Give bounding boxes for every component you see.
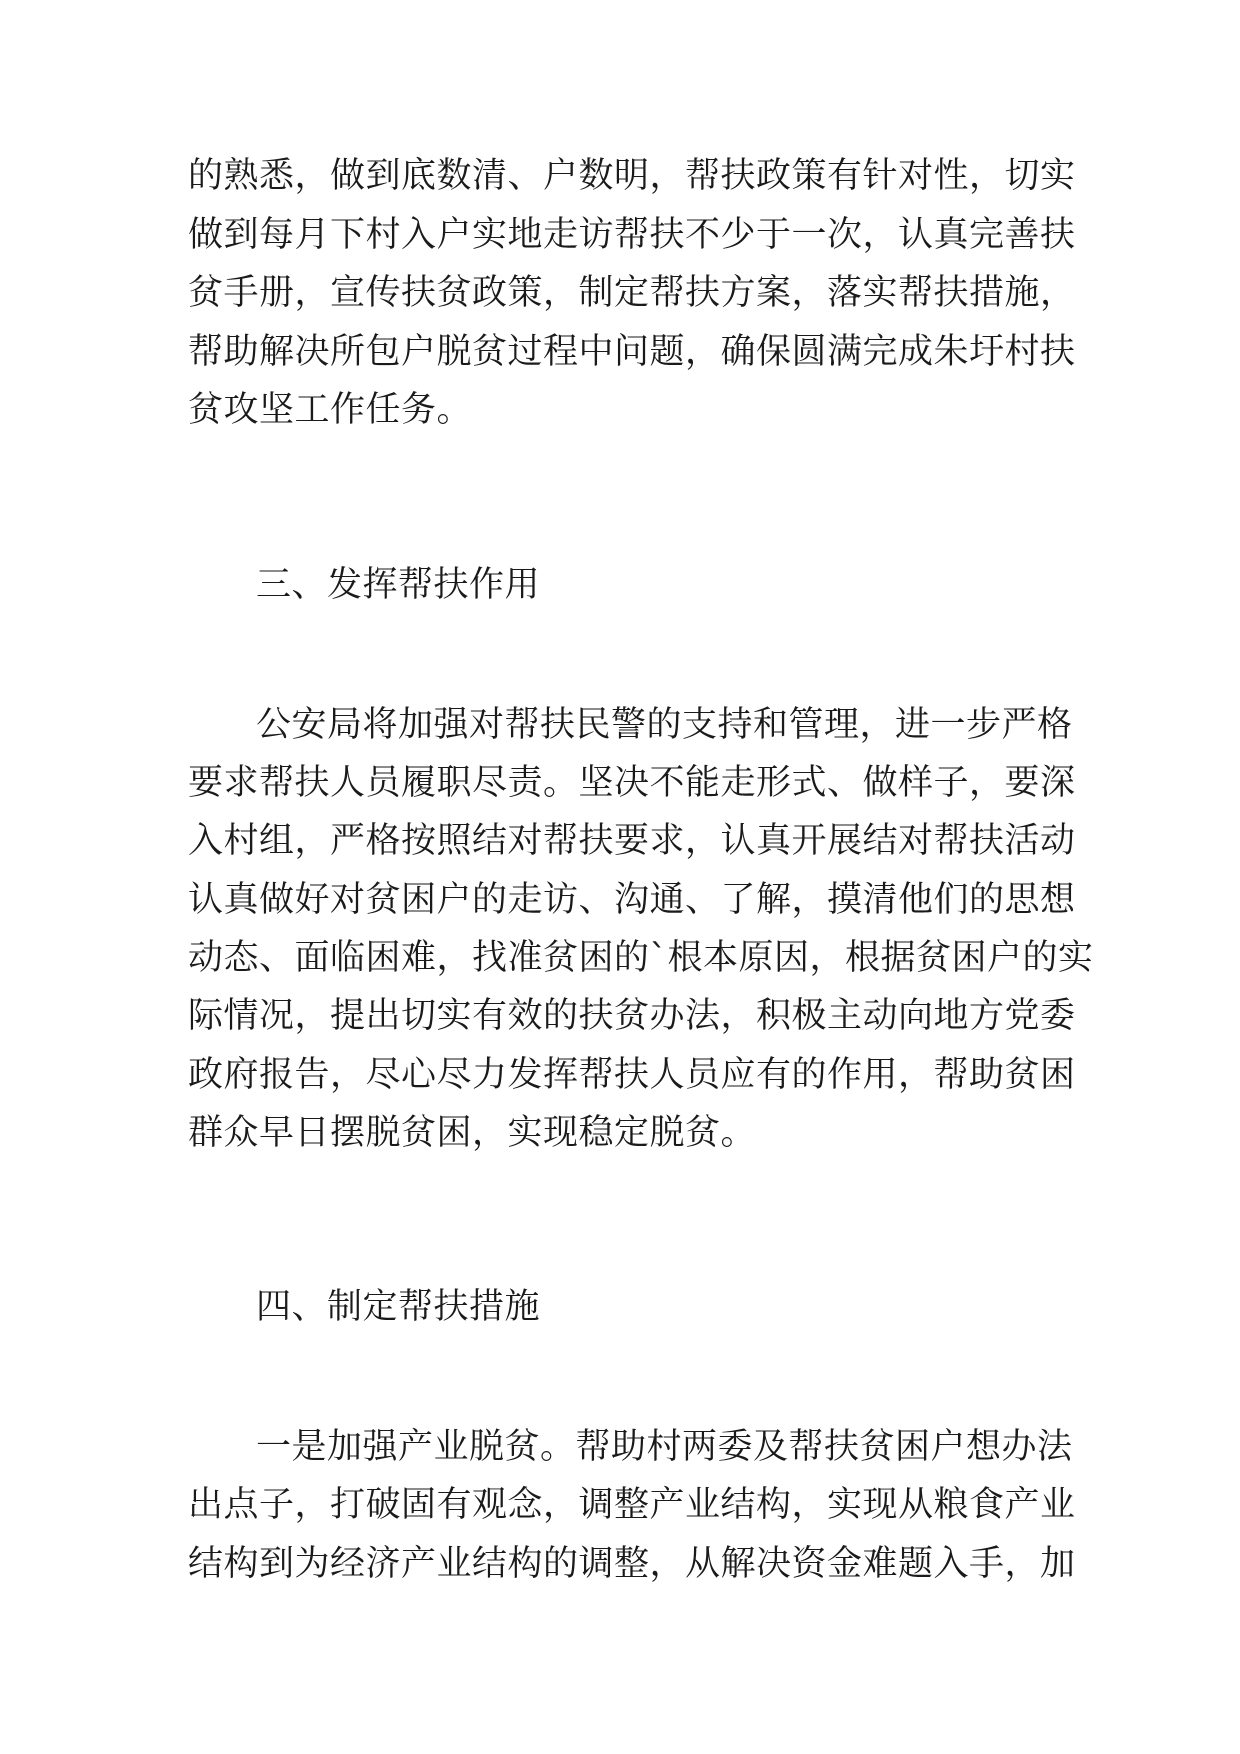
text-line: 做到每月下村入户实地走访帮扶不少于一次，认真完善扶: [188, 215, 1076, 255]
text-line: 的熟悉，做到底数清、户数明，帮扶政策有针对性，切实: [188, 156, 1076, 196]
text-line: 一是加强产业脱贫。帮助村两委及帮扶贫困户想办法: [256, 1427, 1073, 1467]
text-line: 贫攻坚工作任务。: [188, 390, 473, 430]
text-line: 要求帮扶人员履职尽责。坚决不能走形式、做样子，要深: [188, 763, 1076, 803]
text-line: 帮助解决所包户脱贫过程中问题，确保圆满完成朱圩村扶: [188, 332, 1076, 372]
text-line: 际情况，提出切实有效的扶贫办法，积极主动向地方党委: [188, 996, 1076, 1036]
section-heading-4: 四、制定帮扶措施: [256, 1287, 541, 1327]
text-line: 群众早日摆脱贫困，实现稳定脱贫。: [188, 1113, 757, 1153]
text-line: 结构到为经济产业结构的调整，从解决资金难题入手，加: [188, 1544, 1076, 1584]
text-line: 公安局将加强对帮扶民警的支持和管理，进一步严格: [256, 705, 1073, 745]
text-line: 出点子，打破固有观念，调整产业结构，实现从粮食产业: [188, 1485, 1076, 1525]
text-line: 认真做好对贫困户的走访、沟通、了解，摸清他们的思想: [188, 880, 1076, 920]
text-line: 入村组，严格按照结对帮扶要求，认真开展结对帮扶活动: [188, 821, 1076, 861]
text-line: 政府报告，尽心尽力发挥帮扶人员应有的作用，帮助贫困: [188, 1055, 1076, 1095]
text-line: 贫手册，宣传扶贫政策，制定帮扶方案，落实帮扶措施，: [188, 273, 1076, 313]
text-line: 动态、面临困难，找准贫困的`根本原因，根据贫困户的实: [188, 938, 1094, 978]
section-heading-3: 三、发挥帮扶作用: [256, 565, 541, 605]
